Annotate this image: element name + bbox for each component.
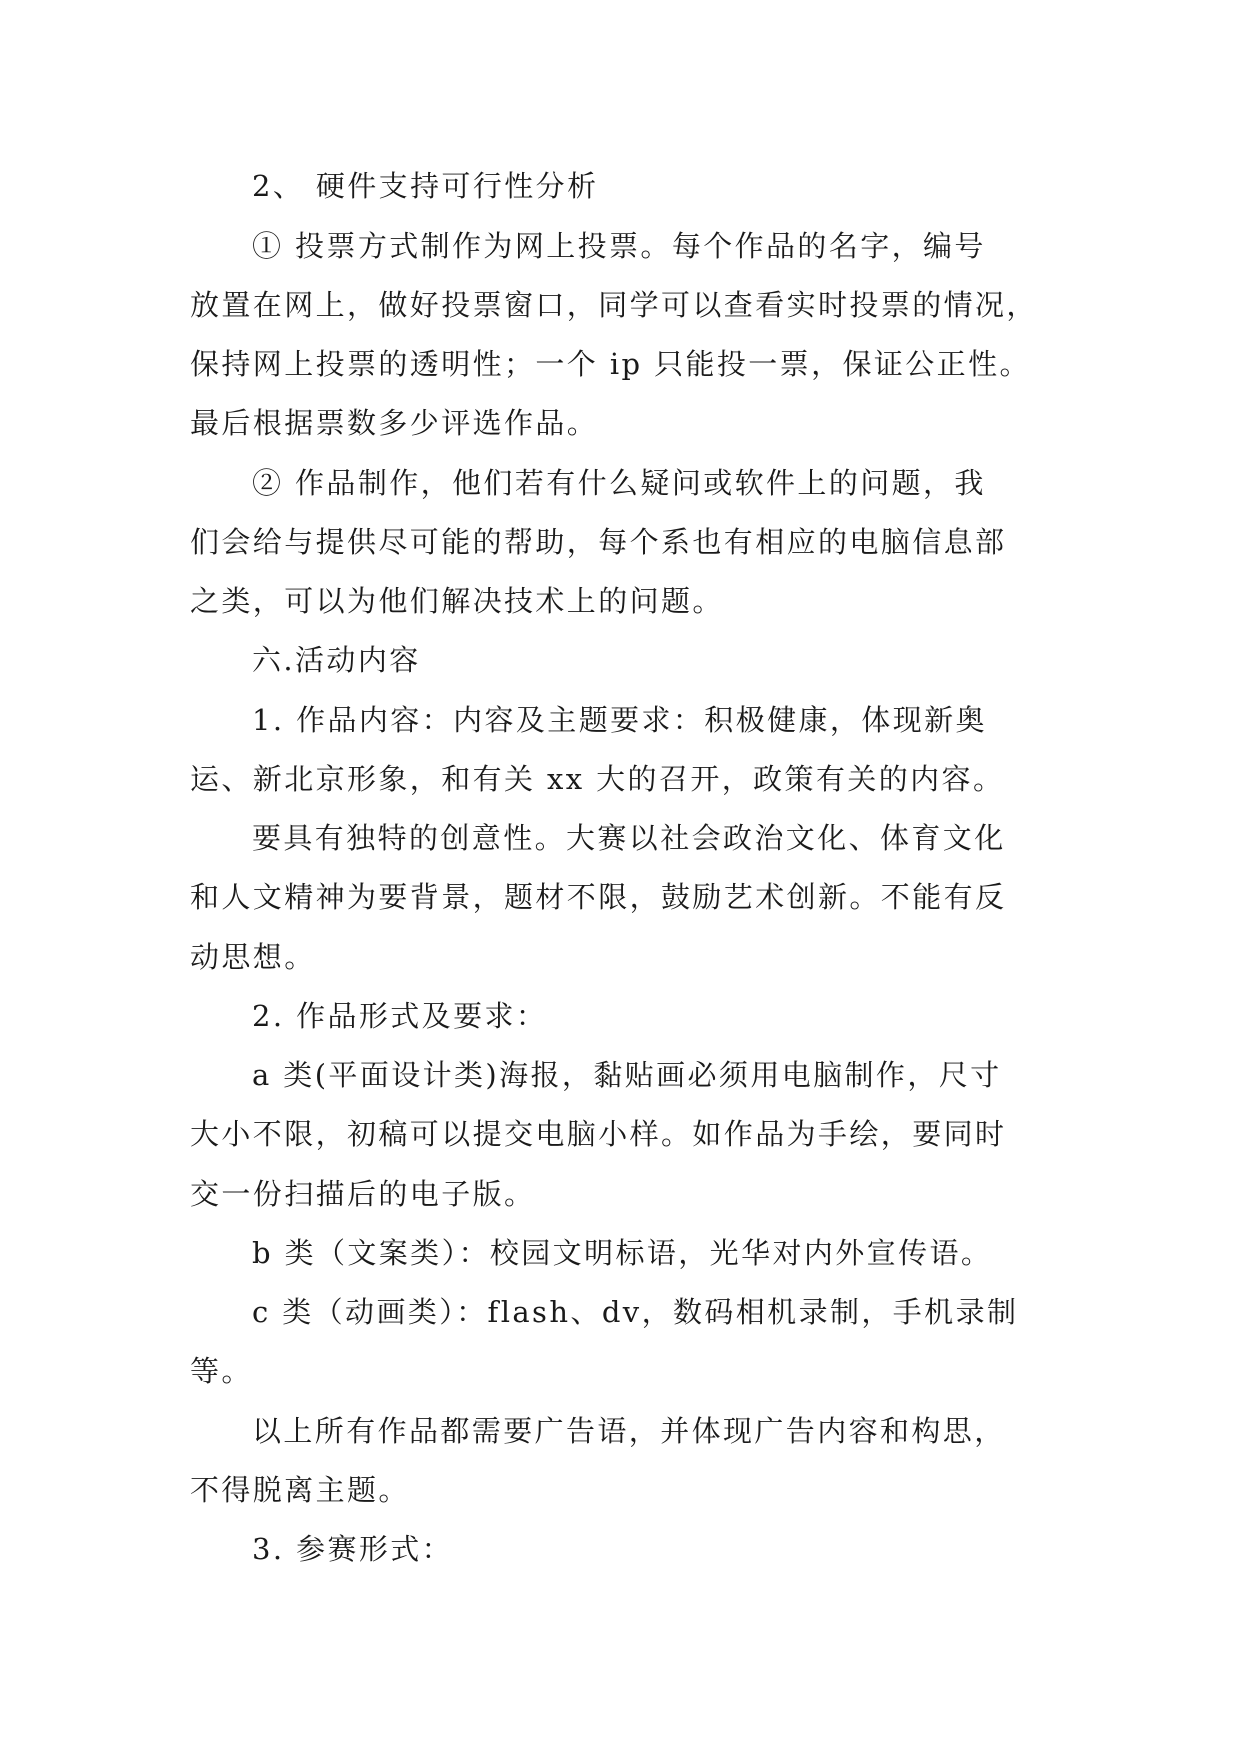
- paragraph-line: ① 投票方式制作为网上投票。每个作品的名字，编号: [252, 229, 986, 263]
- paragraph-line: 1. 作品内容：内容及主题要求：积极健康，体现新奥: [252, 703, 987, 737]
- paragraph-line: 要具有独特的创意性。大赛以社会政治文化、体育文化: [252, 821, 1006, 855]
- paragraph-line: ② 作品制作，他们若有什么疑问或软件上的问题，我: [252, 466, 986, 500]
- paragraph-line: 们会给与提供尽可能的帮助，每个系也有相应的电脑信息部: [190, 525, 1007, 559]
- paragraph-line: 放置在网上，做好投票窗口，同学可以查看实时投票的情况，: [190, 288, 1038, 322]
- paragraph-line: 以上所有作品都需要广告语，并体现广告内容和构思，: [252, 1414, 1006, 1448]
- section-heading-activity-content: 六.活动内容: [252, 643, 421, 677]
- section-heading-entry-format: 3. 参赛形式：: [252, 1532, 454, 1566]
- paragraph-line: c 类（动画类）：flash、dv，数码相机录制，手机录制: [252, 1295, 1019, 1329]
- paragraph-line: 等。: [190, 1354, 253, 1388]
- paragraph-line: 不得脱离主题。: [190, 1473, 410, 1507]
- paragraph-line: 保持网上投票的透明性；一个 ip 只能投一票，保证公正性。: [190, 347, 1031, 381]
- paragraph-line: 最后根据票数多少评选作品。: [190, 406, 599, 440]
- paragraph-line: a 类(平面设计类)海报，黏贴画必须用电脑制作，尺寸: [252, 1058, 1002, 1092]
- section-heading-work-format: 2. 作品形式及要求：: [252, 999, 548, 1033]
- paragraph-line: 运、新北京形象，和有关 xx 大的召开，政策有关的内容。: [190, 762, 1005, 796]
- paragraph-line: b 类（文案类）：校园文明标语，光华对内外宣传语。: [252, 1236, 993, 1270]
- paragraph-line: 之类，可以为他们解决技术上的问题。: [190, 584, 724, 618]
- paragraph-line: 大小不限，初稿可以提交电脑小样。如作品为手绘，要同时: [190, 1117, 1007, 1151]
- section-heading-hardware: 2、 硬件支持可行性分析: [252, 169, 599, 203]
- paragraph-line: 交一份扫描后的电子版。: [190, 1177, 536, 1211]
- paragraph-line: 动思想。: [190, 940, 316, 974]
- paragraph-line: 和人文精神为要背景，题材不限，鼓励艺术创新。不能有反: [190, 880, 1007, 914]
